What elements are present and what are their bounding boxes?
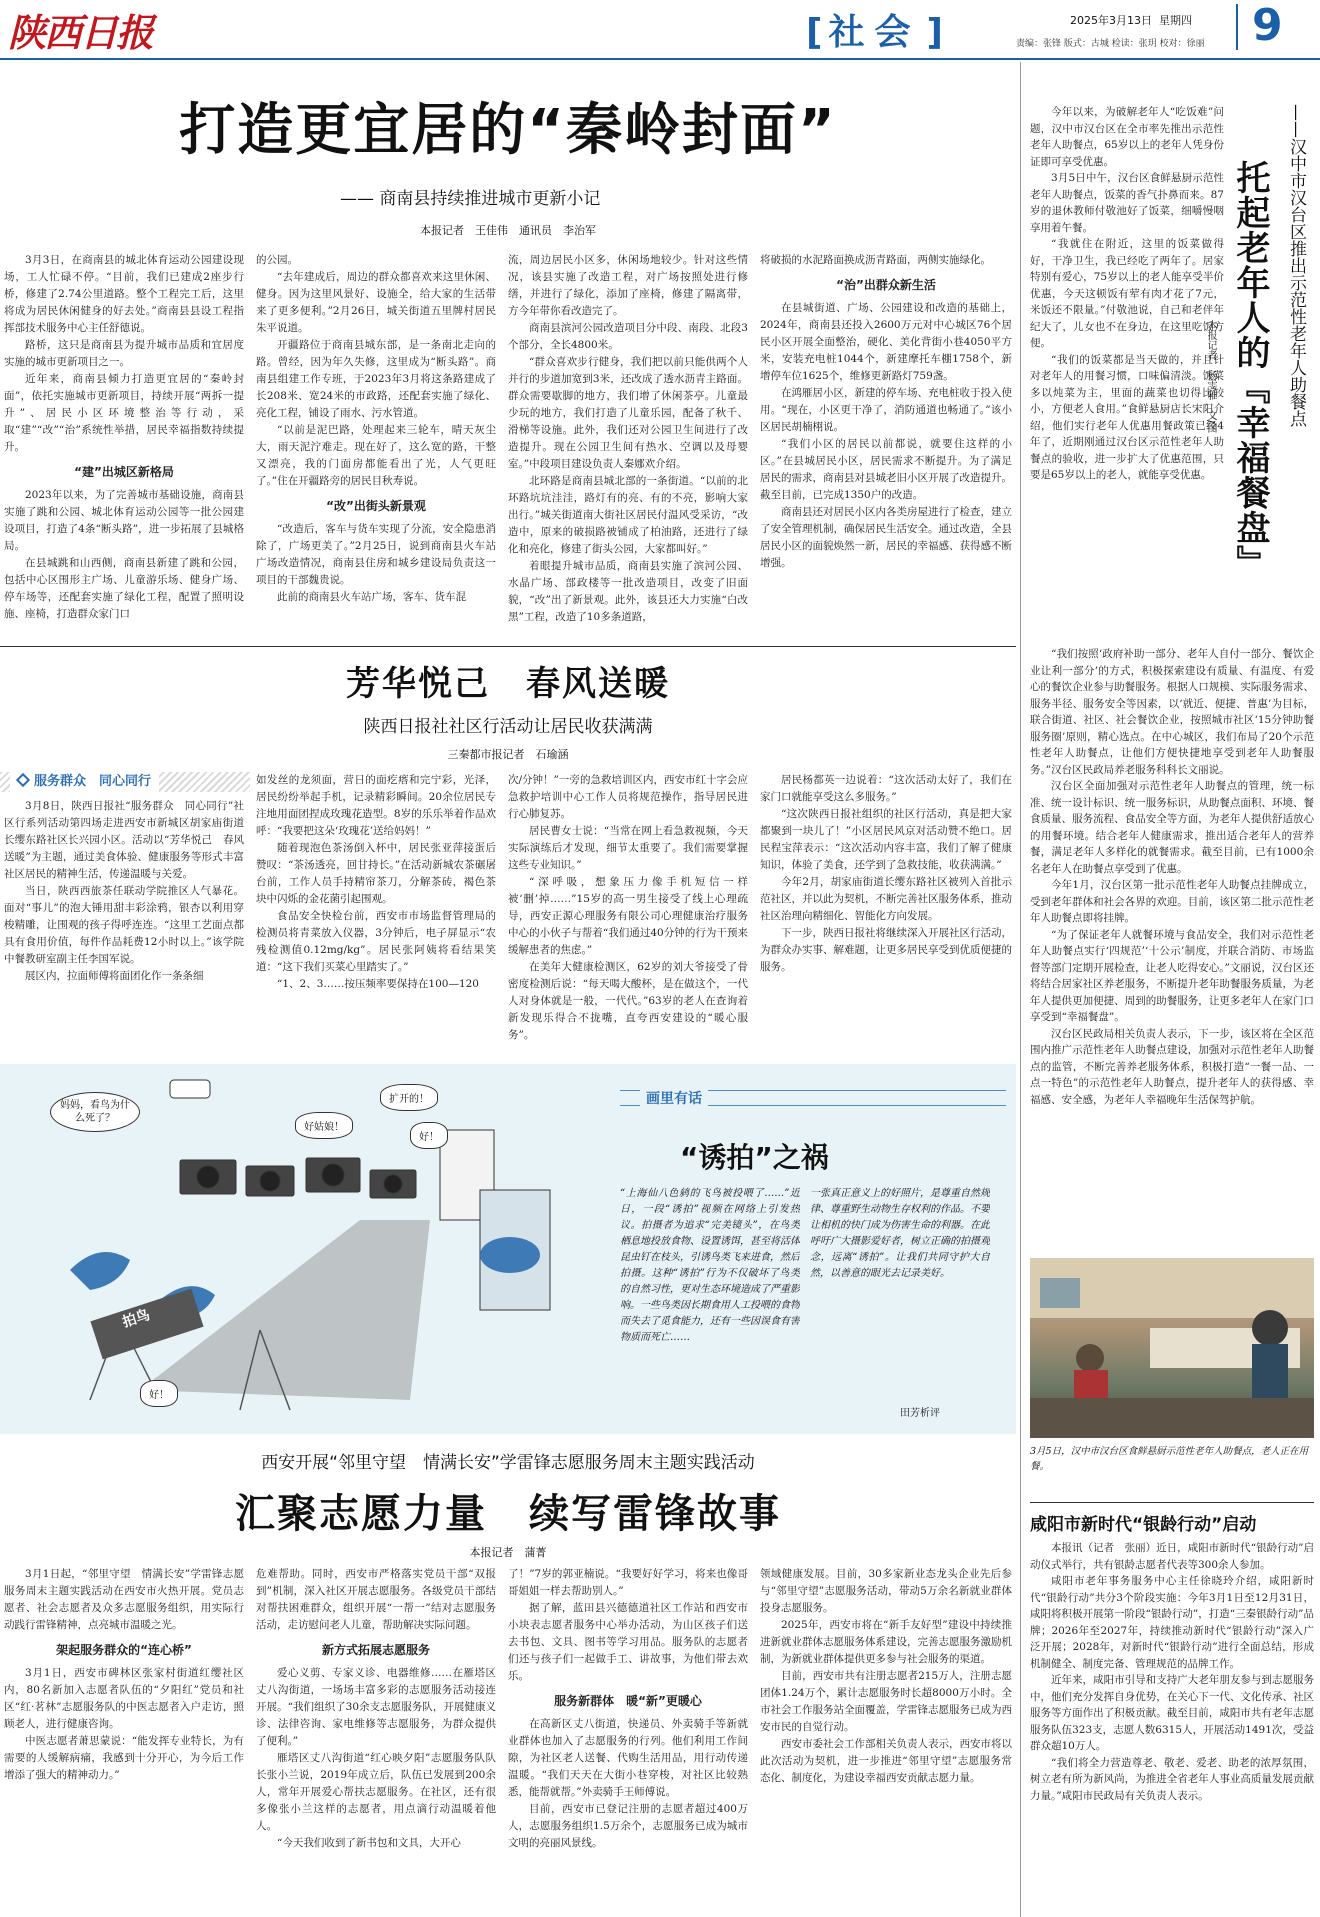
sidebar-narrow-column: 今年以来，为破解老年人“吃饭难”问题，汉中市汉台区在全市率先推出示范性老年人助餐点，65岁以上的老年人凭身份证即可享受优惠。 3月5日中午，汉台区食鲜悬厨示范性老年人助餐点，饭菜的香气扑鼻而来。87岁的退休教师付敬池好了饭菜，细嚼慢咽享用着午餐。 “我就住在附近，这里的饭菜做得好，干净卫生，我已经吃了两年了。居家特别有爱心，75岁以上的老人能享受半价优惠，今天这顿饭有荤有肉才花了7元，米饭还不限量。”付敬池说，自己和老伴年纪大了，儿女也不在身边，在这里吃饭方便。 “我们的饭菜都是当天做的，并且针对老年人的用餐习惯，口味偏清淡。饭菜多以炖菜为主，里面的蔬菜也切得比较小，方便老人食用。”食鲜悬厨店长宋阳介绍，他们实行老年人优惠用餐政策已经4年了，近期刚通过汉台区示范性老年人助餐点的验收，进一步扩大了优惠范围，只要是65岁以上的老人，就能享受优惠。	[1030, 106, 1224, 481]
article1-subhead-1: “建”出城区新格局	[74, 465, 174, 479]
cartoon-commentary-2: 一张真正意义上的好照片，是尊重自然规律、尊重野生动物生存权利的作品。不要让相机的快门成为伤害生命的利器。在此呼吁广大摄影爱好者，树立正确的拍摄观念，远离“诱拍”。让我们共同守护大自然，以善意的眼光去记录美好。	[810, 1188, 990, 1279]
article3-col4: 领域健康发展。目前，30多家新业态龙头企业先后参与“邻里守望”志愿服务活动，带动5万余名新就业群体投身志愿服务。 2025年，西安市将在“新手友好型”建设中持续推进新就业群体志愿服务体系建设，完善志愿服务激励机制，为新就业群体提供更多参与社会服务的渠道。 目前，西安市共有注册志愿者215万人，注册志愿团体1.24万个，累计志愿服务时长超8000万小时。全市社会工作服务站全面覆盖，学雷锋志愿服务已成为西安市民的自觉行动。 西安市委社会工作部相关负责人表示，西安市将以此次活动为契机，进一步推进“邻里守望”志愿服务常态化、制度化，为建设幸福西安贡献志愿力量。	[760, 1568, 1012, 1784]
article2-col2: 如发丝的龙须面，营日的面疙瘩和完宁彩，光泽，居民纷纷举起手机，记录精彩瞬间。20余位居民专注地用面团捏成玫瑰花造型。8岁的乐乐举着作品欢呼：“我要把这朵‘玫瑰花’送给妈妈！” 随着现泡色茶汤倒入杯中，居民张亚萍接蛋后赞叹：“茶汤透亮，回甘持长。”在活动新城农茶碾屠台前，工作人员手持精帘茶刀，分解茶砖，褐色茶块中闪烁的金花菌引起围观。 食品安全快检台前，西安市市场监督管理局的检测员将青菜放入仪器，3分钟后，电子屏显示“农残检测值0.12mg/kg”。居民张阿姨将看结果笑道：“这下我们买菜心里踏实了。” “1、2、3……按压频率要保持在100—120	[256, 774, 496, 990]
rule-below-article1	[0, 646, 1016, 647]
speech-bubble-4: 好！	[410, 1122, 448, 1149]
sidebar-byline: 本报记者 杨雯雅 文/图	[1205, 320, 1216, 434]
cartoon-heading-bar	[620, 1090, 1006, 1106]
article3-byline: 本报记者 蒲菁	[469, 1546, 547, 1559]
article2-col1: 3月8日，陕西日报社“服务群众 同心同行”社区行系列活动第四场走进西安市新城区胡家庙街道长缨东路社区长兴园小区。活动以“芳华悦己 春风送暖”为主题，通过美食体验、健康服务等形式丰富社区居民的精神生活，传递温暖与关爱。 当日，陕西西旅茶任联动学院推区人气暴花。面对“事儿”的泡大锤用甜丰彩涂鸦，银杏以利用穿梭精雕，让围观的孩子得呼连连。“这里工艺面点都具有食用价值，每件作品耗费12小时以上。”该学院中餐教研室副主任李国军说。 展区内，拉面师傅将面团化作一条条细	[4, 800, 244, 982]
article1-col3: 流，周边居民小区多，休闲场地较少。针对这些情况，该县实施了改造工程，对广场按照处进行修缮，并进行了绿化，添加了座椅，修建了隔离带，方今年带你看改造完了。 商南县滨河公园改造项目分中段、南段、北段3个部分，全长4800米。 “群众喜欢步行健身，我们把以前只能供两个人并行的步道加宽到3米，还改成了透水沥青主路面。群众需要歇脚的地方，我们增了休闲茶亭。儿童最少玩的地方，我们打造了儿童乐园，配备了秋千、滑梯等设施。此外，我们还对公园卫生间进行了改造提升。现在公园卫生间有热水、空调以及母婴室。”中段项目建设负责人秦娜欢介绍。 北环路是商南县城北部的一条街道。“以前的北环路坑坑洼洼，路灯有的亮、有的不亮，影响大家出行。”城关街道南大街社区居民付温风受采访，“改造中，原来的破损路被铺成了柏油路，还进行了绿化和亮化，修建了街头公园，大家都叫好。” 着眼提升城市品质，商南县实施了滨河公园、水晶广场、部政楼等一批改造项目，改变了旧面貌，“改”出了新景观。此外，该县还大力实施“白改黑”工程，改造了10多条道路，	[508, 254, 748, 623]
section-label: [ 社会 ]	[806, 12, 943, 53]
cartoon-commentary-1: “上海仙八色鸫的飞鸟被投喂了……”近日，一段“诱拍”视频在网络上引发热议。拍摄者为追求“完美镜头”，在鸟类栖息地投放食物、设置诱饵，甚至将活体昆虫钉在枝头，引诱鸟类飞来进食，然后拍摄。这种“诱拍”行为不仅破坏了鸟类的自然习性，更对生态环境造成了严重影响。一些鸟类因长期食用人工投喂的食物而失去了觅食能力，还有一些因误食有害物质而死亡……	[620, 1188, 800, 1343]
article2-subtitle: 陕西日报社社区行活动让居民收获满满	[363, 717, 653, 737]
article1-byline: 本报记者 王佳伟 通讯员 李治军	[420, 224, 596, 237]
article2-col3: 次/分钟！”一旁的急救培训区内，西安市红十字会应急救护培训中心工作人员将规范操作，指导居民进行心肺复苏。 居民曹女士说：“当常在网上看急救视频，今天实际演练后才发现，细节太重要了。我们需要掌握这些专业知识。” “深呼吸，想象压力像手机短信一样被‘删’掉……”15岁的高一男生接受了线上心理疏导，西安正源心理服务有限公司心理健康治疗服务中心的小伙子与帮着“我们通过40分钟的行为干预来缓解患者的焦虑。” 在美年大健康检测区，62岁的刘大爷接受了骨密度检测后说：“每天喝大酸杯，是在做这个，一代人对身体就是一般，一代代。”63岁的老人在查询着新发现乐得合不拢嘴，直夸西安建设的“暖心服务”。	[508, 774, 748, 1041]
page-divider-bar	[1236, 4, 1238, 50]
speech-bubble-2: 好姑娘！	[295, 1112, 353, 1139]
sidebar-rule	[1030, 1502, 1314, 1503]
article3-col3: 了！”7岁的郭亚楠说。“我要好好学习，将来也像哥哥姐姐一样去帮助别人。” 据了解，蓝田县兴德德道社区工作站和西安市小块表志愿者服务中心举办活动，为山区孩子们送去书包、文具、图书等学习用品。服务队的志愿者们还与孩子们一起做手工、讲故事，为他们带去欢乐。 服务新群体 暖“新”更暖心 在高新区丈八街道，快递员、外卖骑手等新就业群体也加入了志愿服务的行列。他们利用工作间隙，为社区老人送餐、代购生活用品，用行动传递温暖。“我们天天在大街小巷穿梭，对社区比较熟悉，能帮就帮。”外卖骑手王师傅说。 目前，西安市已登记注册的志愿者超过400万人，志愿服务组织1.5万余个，志愿服务已成为城市文明的亮丽风景线。	[508, 1568, 748, 1849]
article1-col1: 3月3日，在商南县的城北体育运动公园建设现场，工人忙碌不停。“目前，我们已建成2座步行桥，修建了2.74公里道路。整个工程完工后，这里将成为居民休闲健身的好去处。”商南县县设工程指挥部技术服务中心主任舒德说。 路桥，这只是商南县为提升城市品质和宜居度实施的城市更新项目之一。 近年来，商南县倾力打造更宜居的“秦岭封面”，依托实施城市更新项目，持续开展“两拆一提升”、居民小区环境整治等行动，采取“建”“改”“治”系统性举措，居民幸福指数持续提升。 “建”出城区新格局 2023年以来，为了完善城市基础设施，商南县实施了跳和公园、城北体育运动公园等一批公园建设项目，打造了4条“断头路”，进一步拓展了县城格局。 在县城跳和山西侧，商南县新建了跳和公园，包括中心区围形主广场、儿童游乐场、健身广场、停车场等，还配套实施了绿化工程，配置了照明设施、座椅，打造群众家门口	[4, 254, 244, 620]
masthead	[0, 0, 1320, 58]
speech-bubble-3: 扩开的！	[380, 1084, 438, 1111]
article3-col1: 3月1日起，“邻里守望 情满长安”学雷锋志愿服务周末主题实践活动在西安市火热开展。党员志愿者、社会志愿者及众多志愿服务组织，用实际行动践行雷锋精神，点亮城市温暖之光。 架起服务群众的“连心桥” 3月1日，西安市碑林区张家村街道红缨社区内，80名新加入志愿者队伍的“夕阳红”党员和社区“红·茗林”志愿服务队的中医志愿者入户走访，照顾老人，进行健康咨询。 中医志愿者萧思蒙说：“能发挥专业特长，为有需要的人缓解病痛，我感到十分开心，为今后工作增添了强大的精神动力。”	[4, 1568, 244, 1781]
article2-col4: 居民杨都英一边说着：“这次活动太好了，我们在家门口就能享受这么多服务。” “这次陕西日报社组织的社区行活动，真是把大家都聚到一块儿了！”小区居民风京对活动赞不绝口。居民程宝萍表示：“这次活动内容丰富，我们了解了健康知识，体验了美食，还学到了急救技能，收获满满。” 今年2月，胡家庙街道长缨东路社区被列入首批示范社区，并以此为契机，不断完善社区服务体系，推动社区治理向精细化、智能化方向发展。 下一步，陕西日报社将继续深入开展社区行活动，为群众办实事、解难题，让更多居民享受到优质便捷的服务。	[760, 774, 1012, 973]
sidebar-photo-caption: 3月5日，汉中市汉台区食鲜悬厨示范性老年人助餐点，老人正在用餐。	[1030, 1446, 1309, 1472]
cartoon-illustration	[10, 1070, 570, 1430]
cartoon-title: “诱拍”之祸	[680, 1141, 829, 1174]
tag-icon	[16, 773, 30, 787]
article3-subhead-1: 架起服务群众的“连心桥”	[56, 1643, 192, 1657]
sidebar-title: 托起老年人的『幸福餐盘』	[1230, 160, 1270, 580]
article1-title: 打造更宜居的“秦岭封面”	[179, 98, 837, 163]
masthead-rule	[0, 58, 1320, 60]
article1-subtitle: —— 商南县持续推进城市更新小记	[340, 189, 601, 209]
article2-byline: 三秦都市报记者 石瑜涵	[447, 748, 569, 761]
speech-bubble-5: 好！	[140, 1380, 178, 1407]
newspaper-logo: 陕西日报	[8, 10, 153, 55]
sidebar-divider	[1020, 62, 1021, 1917]
dining-photo-graphic	[1030, 1258, 1314, 1438]
article1-subhead-3: “治”出群众新生活	[836, 278, 936, 292]
article1-col2: 的公园。 “去年建成后，周边的群众都喜欢来这里休闲、健身。因为这里风景好、设施全，给大家的生活带来了更多便利。”2月26日，城关街道五里牌村居民朱平说道。 开疆路位于商南县城东部，是一条南北走向的路。曾经，因为年久失修，这里成为“断头路”。商南县组建工作专班，于2023年3月将这条路建成了长208米、宽24米的市政路，还配套实施了绿化、亮化工程，铺设了雨水、污水管道。 “以前是泥巴路，处理起来三轮车，晴天灰尘大，雨天泥泞难走。现在好了，这么宽的路，干整又漂亮，我的门面房都能看出了光，人气更旺了。”住在开疆路旁的居民目秋寿说。 “改”出街头新景观 “改造后，客车与货车实现了分流，安全隐患消除了，广场更美了。”2月25日，说到商南县火车站广场改造情况，商南县住房和城乡建设局负责这一项目的干部魏贵说。 此前的商南县火车站广场，客车、货车混	[256, 254, 496, 603]
sidebar-wide-column: “我们按照‘政府补助一部分、老年人自付一部分、餐饮企业让利一部分’的方式，积极探索建设有质量、有温度、有爱心的餐饮企业参与助餐服务。根据人口规模、实际服务需求、服务半径、服务安全等因素，以‘就近、便捷、普惠’为目标，联合街道、社区、社会餐饮企业，按照城市社区‘15分钟助餐服务圈’原则，精心选点。在中心城区，我们布局了20个示范性老年人助餐点，让他们方便快捷地享受到老年人助餐服务。”汉台区民政局养老服务科科长文丽说。 汉台区全面加强对示范性老年人助餐点的管理，统一标准、统一设计标识、统一服务标识，从助餐点面积、环境、餐食质量、服务流程、食品安全等方面，为老年人提供舒适放心的用餐环境。结合老年人健康需求，推出适合老年人的营养餐，满足老年人多样化的就餐需求。截至目前，已有1000余名老年人在助餐点享受到了优惠。 今年1月，汉台区第一批示范性老年人助餐点挂牌成立，受到老年群体和社会各界的欢迎。目前，该区第二批示范性老年人助餐点即将挂牌。 “为了保证老年人就餐环境与食品安全，我们对示范性老年人助餐点实行‘四规范’‘十公示’制度，并联合消防、市场监督等部门定期开展检查，让老人吃得安心。”文丽说，汉台区还将结合居家社区养老服务，不断提升老年助餐服务质量，为老年人提供更加便捷、周到的助餐服务，让更多老年人在家门口享受到“幸福餐盘”。 汉台区民政局相关负责人表示，下一步，该区将在全区范围内推广示范性老年人助餐点建设，加强对示范性老年人助餐点的监管，不断完善养老服务体系，积极打造“一餐一品、一点一特色”的示范性老年人助餐点，提升老年人的获得感、幸福感、安全感，为老年人幸福晚年生活保驾护航。	[1030, 648, 1314, 1106]
cartoon-heading: 画里有话	[640, 1088, 708, 1108]
editor-credits: 责编：张锋 版式：古城 检读：张玥 校对：徐丽	[1016, 39, 1205, 49]
article3-subhead-3: 服务新群体 暖“新”更暖心	[554, 1694, 702, 1708]
sidebar2-body: 本报讯（记者 张丽）近日，咸阳市新时代“银龄行动”启动仪式举行，共有银龄志愿者代表等300余人参加。 咸阳市老年事务服务中心主任徐晓玲介绍，咸阳新时代“银龄行动”共分3个阶段实施：今年3月1日至12月31日，咸阳将积极开展第一阶段“银龄行动”，打造“三秦银龄行动”品牌；2026年至2027年，持续推动新时代“银龄行动”深入广泛开展；2028年，对新时代“银龄行动”进行全面总结，形成机制健全、制度完备、管理规范的品牌工作。 近年来，咸阳市引导和支持广大老年朋友参与到志愿服务中，他们充分发挥自身优势，在关心下一代、文化传承、社区服务等方面作出了积极贡献。截至目前，咸阳市共有老年志愿服务队伍323支，志愿人数6315人，开展活动1491次，受益群众超10万人。 “我们将全力营造尊老、敬老、爱老、助老的浓厚氛围，树立老有所为新风尚，为推进全省老年人事业高质量发展贡献力量。”咸阳市民政局有关负责人表示。	[1030, 1542, 1314, 1802]
article3-title: 汇聚志愿力量 续写雷锋故事	[235, 1491, 781, 1537]
article1-subhead-2: “改”出街头新景观	[326, 499, 426, 513]
sidebar-photo	[1030, 1258, 1314, 1438]
article2-tag: 服务群众 同心同行	[10, 772, 159, 792]
issue-date: 2025年3月13日 星期四	[1070, 14, 1192, 27]
cartoon-author: 田芳析评	[900, 1408, 940, 1419]
speech-bubble-1: 妈妈，看鸟为什么死了？	[50, 1092, 140, 1132]
sidebar-kicker: ——汉中市汉台区推出示范性老年人助餐点	[1286, 104, 1306, 427]
article3-col2: 危难帮助。同时，西安市严格落实党员干部“双报到”机制，深入社区开展志愿服务。各级党员干部结对帮扶困难群众，组织开展“一帮一”结对志愿服务活动，走访慰问老人儿童，帮助解决实际问题。 新方式拓展志愿服务 爱心义剪、专家义诊、电器维修……在雁塔区丈八沟街道，一场场丰富多彩的志愿服务活动接连开展。“我们组织了30余支志愿服务队，开展健康义诊、法律咨询、家电维修等志愿服务，为群众提供了便利。” 雁塔区丈八沟街道“红心映夕阳”志愿服务队队长张小兰说，2019年成立后，队伍已发展到200余人，常年开展爱心帮扶志愿服务。在社区，还有很多像张小兰这样的志愿者，用点滴行动温暖着他人。 “今天我们收到了新书包和文具，大开心	[256, 1568, 496, 1849]
cartoon-sign: 拍鸟	[120, 1307, 153, 1331]
page-number: 9	[1252, 0, 1283, 51]
article3-kicker: 西安开展“邻里守望 情满长安”学雷锋志愿服务周末主题实践活动	[261, 1453, 755, 1473]
article1-col4: 将破损的水泥路面换成沥青路面，两侧实施绿化。 “治”出群众新生活 在县城街道、广场、公园建设和改造的基础上，2024年，商南县还投入2600万元对中心城区76个居民小区开展全面整治，硬化、美化背街小巷4050平方米，安装充电桩1044个，新建摩托车棚1758个，新增停车位1625个，维修更新路灯759盏。 在鸿雁居小区，新建的停车场、充电桩收于投入使用。“现在，小区更干净了，消防通道也畅通了。”该小区居民胡楠栩说。 “我们小区的居民以前都说，就要住这样的小区。”在县城居民小区，居民需求不断提升。为了满足居民的需求，商南县对县城老旧小区开展了改造提升。截至目前，已完成1350户的改造。 商南县还对居民小区内各类房屋进行了检查，建立了安全管理机制，确保居民生活安全。通过改造，全县居民小区的面貌焕然一新，居民的幸福感、获得感不断增强。	[760, 254, 1012, 569]
article2-title: 芳华悦己 春风送暖	[346, 664, 670, 704]
sidebar2-title: 咸阳市新时代“银龄行动”启动	[1030, 1515, 1257, 1535]
article3-subhead-2: 新方式拓展志愿服务	[321, 1643, 430, 1657]
